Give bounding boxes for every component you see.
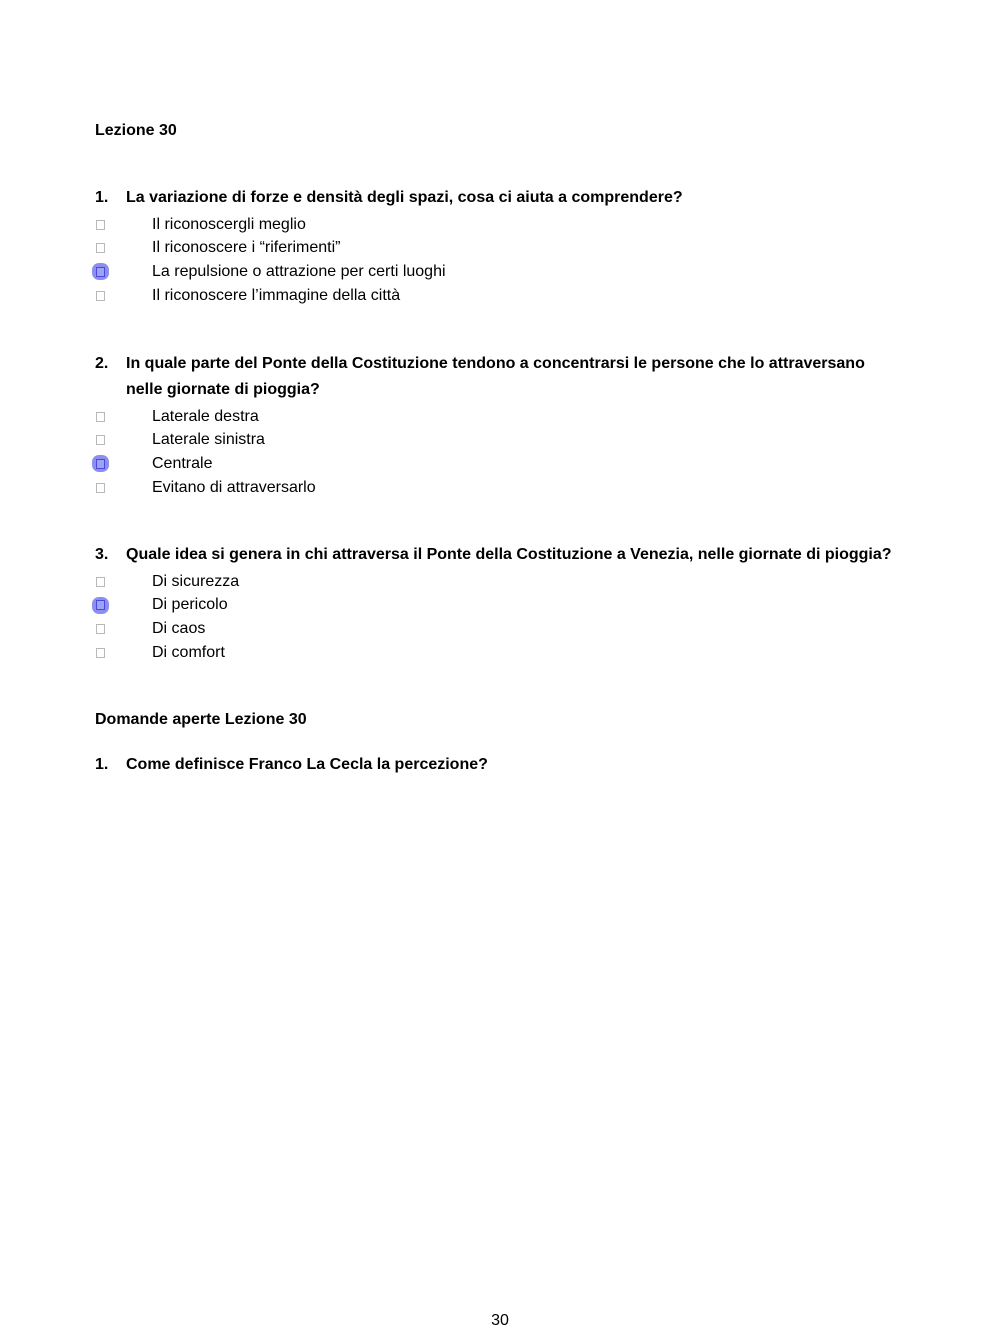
option-2d[interactable] bbox=[95, 476, 316, 500]
option-3d[interactable] bbox=[95, 641, 225, 665]
option-2a[interactable] bbox=[95, 405, 259, 429]
open-section-title: Domande aperte Lezione 30 bbox=[95, 711, 307, 728]
option-1d[interactable] bbox=[95, 284, 401, 308]
checkbox-icon[interactable] bbox=[96, 624, 105, 634]
option-1b[interactable] bbox=[95, 237, 341, 261]
question-3 bbox=[95, 542, 905, 568]
question-number: 2. bbox=[95, 355, 109, 372]
option-label: Il riconoscergli meglio bbox=[152, 215, 306, 233]
option-1c[interactable] bbox=[95, 260, 446, 284]
option-label: Centrale bbox=[152, 454, 213, 472]
option-label: Di sicurezza bbox=[152, 572, 240, 590]
question-text: Come definisce Franco La Cecla la percezione? bbox=[126, 756, 488, 773]
page-number: 30 bbox=[491, 1312, 509, 1329]
question-1 bbox=[95, 185, 905, 211]
options-list-2 bbox=[95, 405, 316, 499]
option-label: La repulsione o attrazione per certi luoghi bbox=[152, 262, 446, 280]
option-label: Di pericolo bbox=[152, 596, 228, 614]
question-2 bbox=[95, 351, 905, 403]
question-number: 1. bbox=[95, 756, 109, 773]
option-3a[interactable] bbox=[95, 570, 240, 594]
open-question-1 bbox=[95, 752, 905, 778]
option-label: Il riconoscere l’immagine della città bbox=[152, 286, 401, 304]
option-label: Laterale sinistra bbox=[152, 431, 265, 449]
option-2c[interactable] bbox=[95, 452, 213, 476]
option-label: Di caos bbox=[152, 619, 206, 637]
question-text: In quale parte del Ponte della Costituzione tendono a concentrarsi le persone che lo attraversano nelle giornate di pioggia? bbox=[126, 355, 865, 398]
option-3c[interactable] bbox=[95, 617, 206, 641]
options-list-1 bbox=[95, 213, 446, 307]
question-number: 3. bbox=[95, 546, 109, 563]
option-label: Di comfort bbox=[152, 643, 225, 661]
checkbox-selected-icon[interactable] bbox=[96, 267, 105, 277]
option-2b[interactable] bbox=[95, 429, 265, 453]
option-label: Laterale destra bbox=[152, 407, 259, 425]
options-list-3 bbox=[95, 570, 240, 664]
checkbox-selected-icon[interactable] bbox=[96, 600, 105, 610]
question-text: La variazione di forze e densità degli spazi, cosa ci aiuta a comprendere? bbox=[126, 189, 683, 206]
checkbox-icon[interactable] bbox=[96, 648, 105, 658]
checkbox-icon[interactable] bbox=[96, 412, 105, 422]
option-label: Evitano di attraversarlo bbox=[152, 478, 316, 496]
option-3b[interactable] bbox=[95, 594, 228, 618]
checkbox-icon[interactable] bbox=[96, 220, 105, 230]
option-1a[interactable] bbox=[95, 213, 306, 237]
checkbox-icon[interactable] bbox=[96, 243, 105, 253]
option-label: Il riconoscere i “riferimenti” bbox=[152, 239, 341, 257]
question-text: Quale idea si genera in chi attraversa il Ponte della Costituzione a Venezia, nelle giornate di pioggia? bbox=[126, 546, 892, 563]
checkbox-selected-icon[interactable] bbox=[96, 459, 105, 469]
checkbox-icon[interactable] bbox=[96, 435, 105, 445]
checkbox-icon[interactable] bbox=[96, 577, 105, 587]
checkbox-icon[interactable] bbox=[96, 291, 105, 301]
question-number: 1. bbox=[95, 189, 109, 206]
checkbox-icon[interactable] bbox=[96, 483, 105, 493]
lesson-title: Lezione 30 bbox=[95, 122, 177, 139]
